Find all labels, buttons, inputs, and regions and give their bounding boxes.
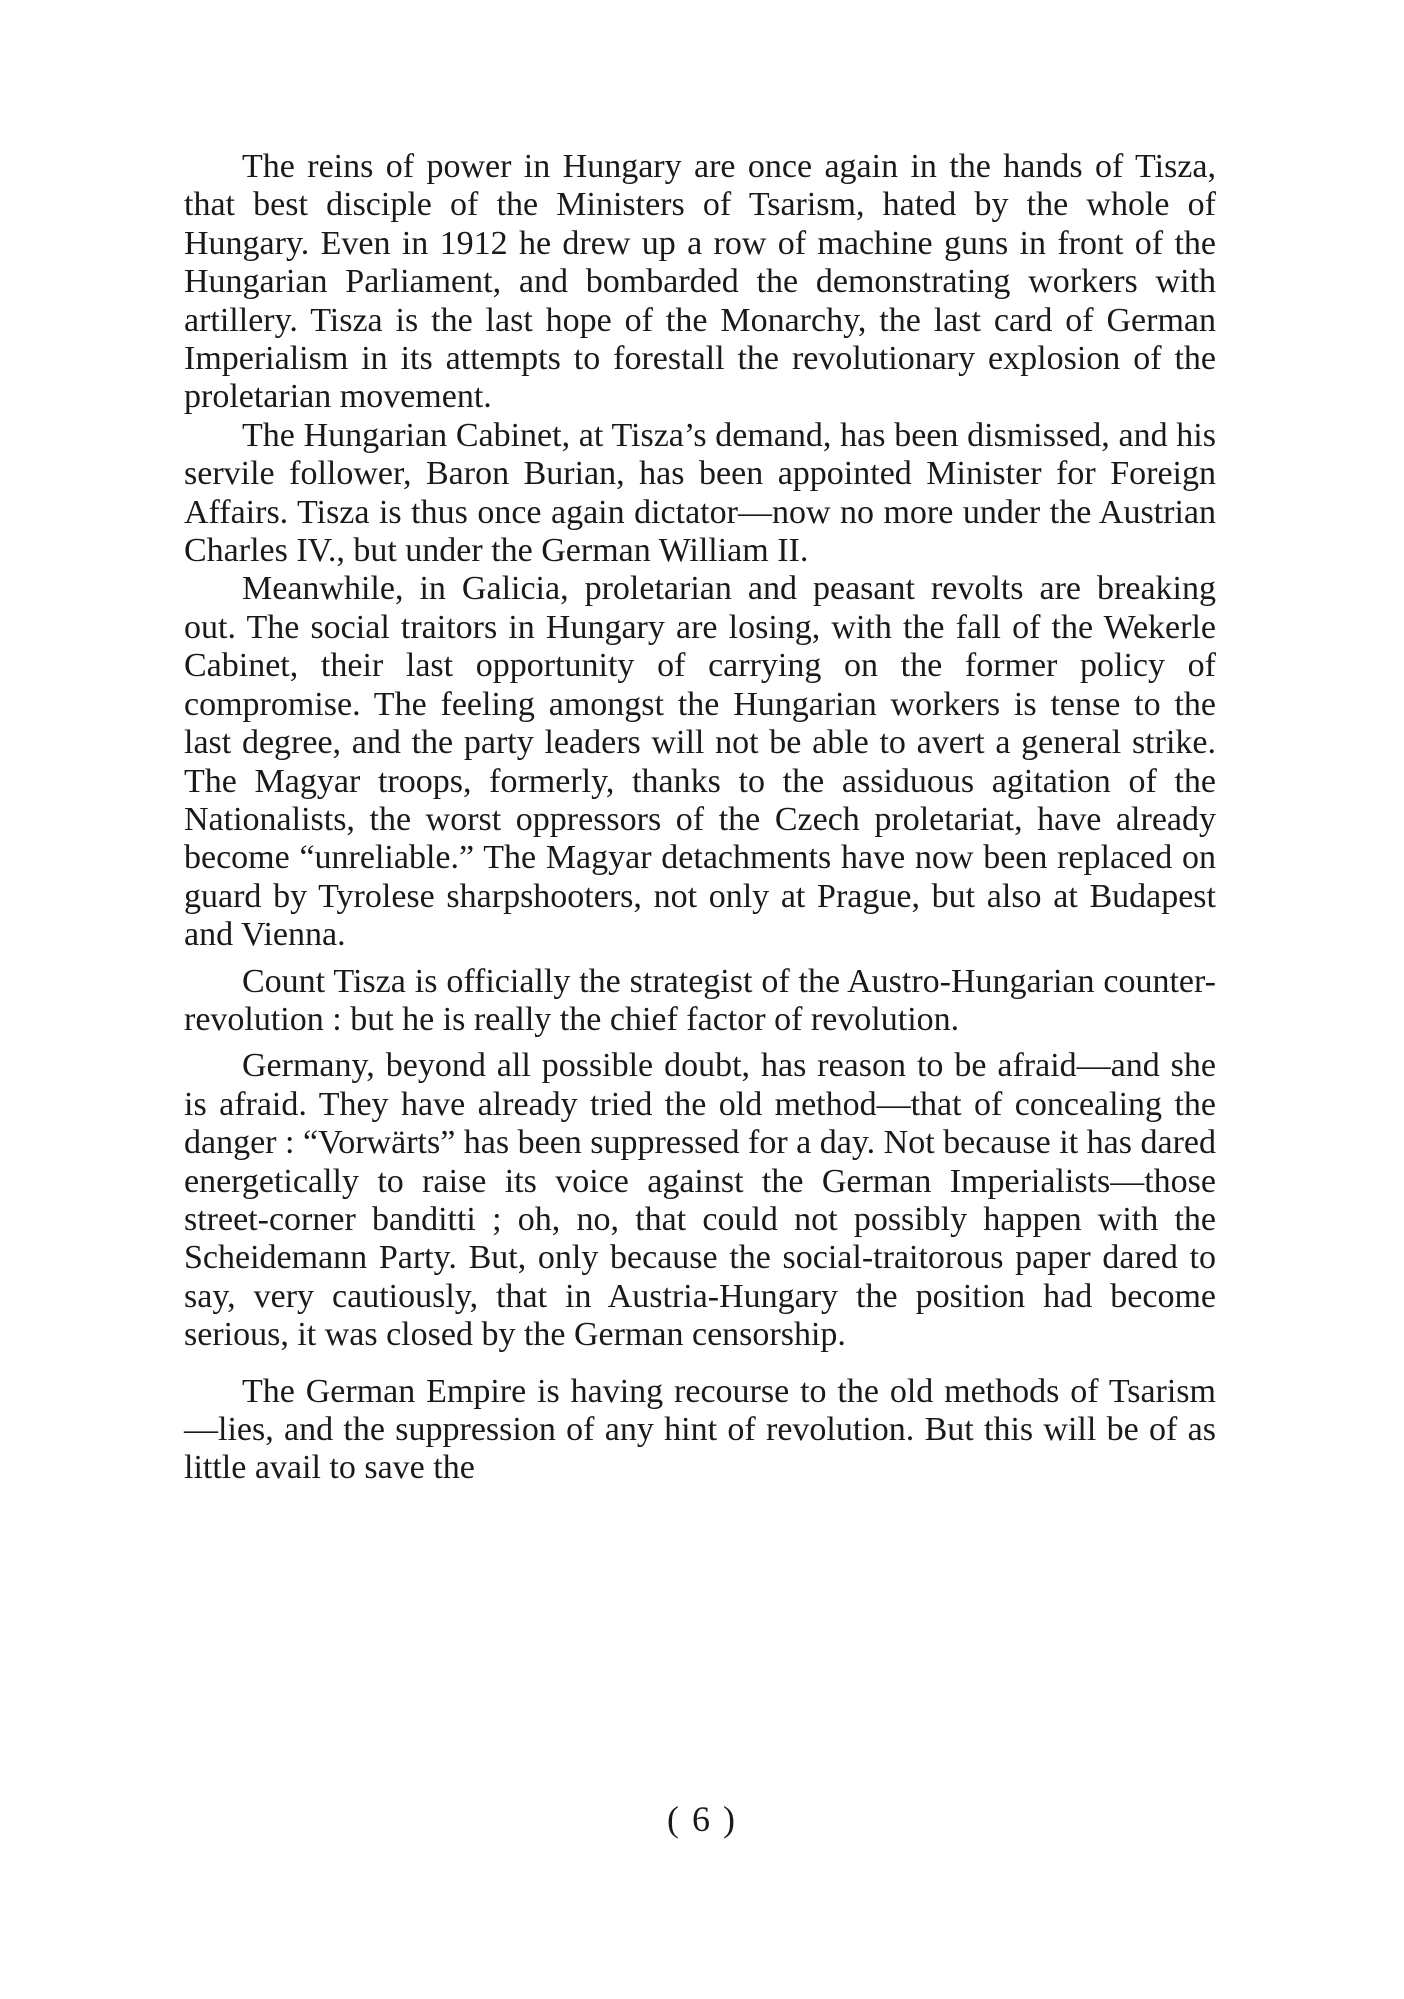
page-number: ( 6 )	[667, 1799, 737, 1839]
paragraph-germany-afraid: Germany, beyond all possible doubt, has reason to be afraid—and she is afraid. They have already tried the old method—that of concealing the danger : “Vorwärts” has been suppressed for a day. Not because it has dared energetically to raise its voice against the German Imperialists—those street-corner banditti ; oh, no, that could not possibly happen with the Scheidemann Party. But, only because the social-traitorous paper dared to say, very cautiously, that in Austria-Hungary the position had become serious, it was closed by the German censorship.	[184, 1047, 1216, 1354]
paragraph-galicia-revolts: Meanwhile, in Galicia, proletarian and peasant revolts are breaking out. The social traitors in Hungary are losing, with the fall of the Wekerle Cabinet, their last opportunity of carrying on the former policy of compromise. The feeling amongst the Hungarian workers is tense to the last degree, and the party leaders will not be able to avert a general strike. The Magyar troops, formerly, thanks to the assiduous agitation of the Nationalists, the worst oppressors of the Czech proletariat, have already become “unreliable.” The Magyar detachments have now been replaced on guard by Tyrolese sharpshooters, not only at Prague, but also at Budapest and Vienna.	[184, 570, 1216, 954]
paragraph-cabinet-dismissed: The Hungarian Cabinet, at Tisza’s demand, has been dismissed, and his servile follower, Baron Burian, has been appointed Minister for Foreign Affairs. Tisza is thus once again dictator—now no more under the Austrian Charles IV., but under the German William II.	[184, 416, 1216, 570]
paragraph-count-tisza: Count Tisza is officially the strategist of the Austro-Hungarian counter-revolution : but he is really the chief factor of revolution.	[184, 962, 1216, 1038]
body-text	[184, 148, 1216, 1488]
paragraph-tisza-power: The reins of power in Hungary are once again in the hands of Tisza, that best disciple of the Ministers of Tsarism, hated by the whole of Hungary. Even in 1912 he drew up a row of machine guns in front of the Hungarian Parliament, and bombarded the demonstrating workers with artillery. Tisza is the last hope of the Monarchy, the last card of German Imperialism in its attempts to forestall the revolutionary explosion of the proletarian movement.	[184, 148, 1216, 416]
paragraph-german-empire: The German Empire is having recourse to the old methods of Tsarism—lies, and the suppression of any hint of revolution. But this will be of as little avail to save the	[184, 1372, 1216, 1487]
